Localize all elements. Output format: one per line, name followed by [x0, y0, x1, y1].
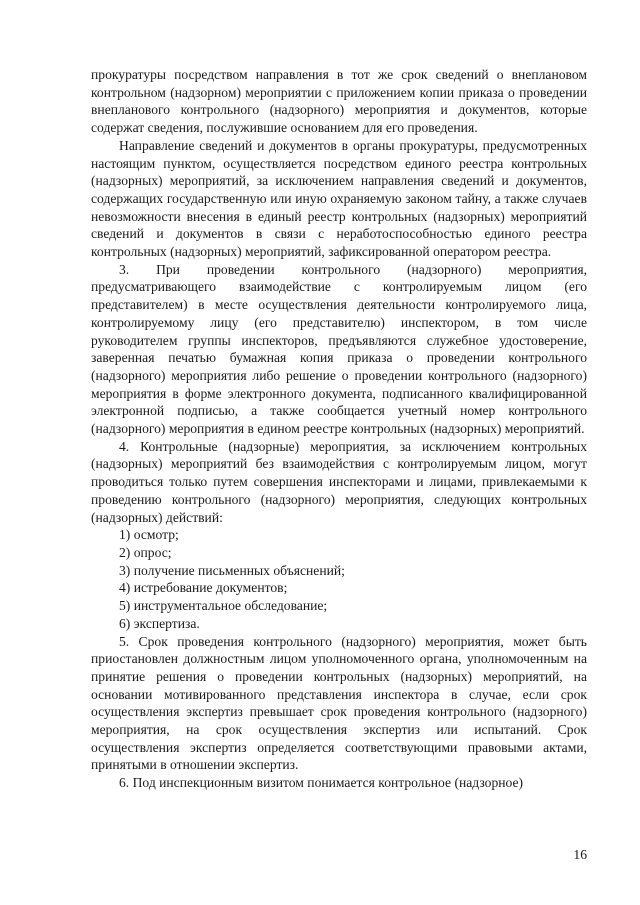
paragraph-item-6: 6. Под инспекционным визитом понимается контрольное (надзорное) [119, 775, 524, 791]
list-item-instrumental-examination: 5) инструментальное обследование; [119, 598, 328, 614]
list-item-survey: 2) опрос; [119, 544, 172, 560]
list-item-expertise: 6) экспертиза. [119, 615, 200, 631]
list-item-document-request: 4) истребование документов; [119, 580, 288, 596]
paragraph-prosecutor-notice: Направление сведений и документов в органы прокуратуры, предусмотренных настоящим пунктом, осуществляется посредством единого реестра контрольных (надзорных) мероприятий, за исключением направления сведений и документов, содержащих государственную или иную охраняемую законом тайну, а также случаев невозможности внесения в единый реестр контрольных (надзорных) мероприятий сведений и документов в связи с неработоспособностью единого реестра контрольных (надзорных) мероприятий, зафиксированной оператором реестра. [91, 137, 587, 260]
document-body [91, 66, 587, 792]
paragraph-item-3: 3. При проведении контрольного (надзорного) мероприятия, предусматривающего взаимодействие с контролируемым лицом (его представителем) в месте осуществления деятельности контролируемого лица, контролируемому лицу (его представителю) инспектором, в том числе руководителем группы инспекторов, предъявляются служебное удостоверение, заверенная печатью бумажная копия приказа о проведении контрольного (надзорного) мероприятия либо решение о проведении контрольного (надзорного) мероприятия в форме электронного документа, подписанного квалифицированной электронной подписью, а также сообщается учетный номер контрольного (надзорного) мероприятия в едином реестре контрольных (надзорных) мероприятий. [91, 261, 587, 437]
paragraph-continuation: прокуратуры посредством направления в тот же срок сведений о внеплановом контрольном (надзорном) мероприятии с приложением копии приказа о проведении внепланового контрольного (надзорного) мероприятия и документов, которые содержат сведения, послужившие основанием для его проведения. [91, 67, 587, 136]
list-item-inspection: 1) осмотр; [119, 527, 179, 543]
paragraph-item-4: 4. Контрольные (надзорные) мероприятия, за исключением контрольных (надзорных) мероприятий без взаимодействия с контролируемым лицом, могут проводиться только путем совершения инспекторами и лицами, привлекаемыми к проведению контрольного (надзорного) мероприятия, следующих контрольных (надзорных) действий: [91, 438, 587, 525]
page-number: 16 [573, 847, 587, 862]
list-item-written-explanations: 3) получение письменных объяснений; [119, 562, 345, 578]
paragraph-item-5: 5. Срок проведения контрольного (надзорного) мероприятия, может быть приостановлен должностным лицом уполномоченного органа, уполномоченным на принятие решения о проведении контрольных (надзорных) мероприятий, на основании мотивированного представления инспектора в случае, если срок осуществления экспертиз превышает срок проведения контрольного (надзорного) мероприятия, на срок осуществления экспертиз или испытаний. Срок осуществления экспертиз определяется соответствующими правовыми актами, принятыми в отношении экспертиз. [91, 633, 587, 773]
